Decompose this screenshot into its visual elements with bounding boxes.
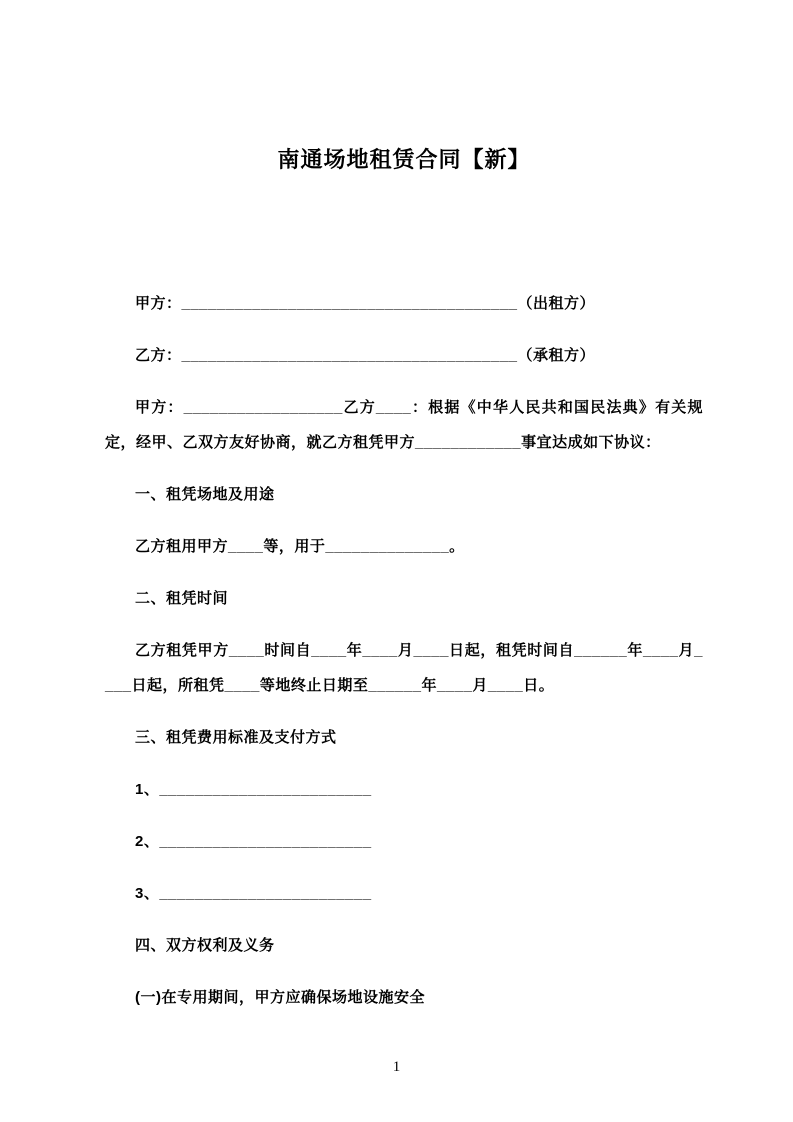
party-a-line: 甲方：______________________________________（出租方） [135, 295, 596, 312]
intro-paragraph: 甲方：__________________乙方____：根据《中华人民共和国民法典》有关规定，经甲、乙双方友好协商，就乙方租凭甲方____________事宜达成如下协议： [105, 399, 703, 451]
fee-item-3: 3、________________________ [135, 885, 372, 902]
section-1-body: 乙方租用甲方____等，用于______________。 [135, 538, 465, 555]
section-3-heading: 三、租凭费用标准及支付方式 [135, 729, 337, 746]
section-2-body: 乙方租凭甲方____时间自____年____月____日起，租凭时间自______年____月____日起，所租凭____等地终止日期至______年____月____日。 [105, 642, 703, 694]
section-1-heading: 一、租凭场地及用途 [135, 486, 275, 503]
document-title: 南通场地租赁合同【新】 [277, 147, 531, 172]
page-number: 1 [392, 1059, 401, 1075]
fee-item-2: 2、________________________ [135, 833, 372, 850]
fee-item-1: 1、________________________ [135, 781, 372, 798]
party-b-line: 乙方：______________________________________（承租方） [135, 347, 596, 364]
section-4-heading: 四、双方权利及义务 [135, 937, 275, 954]
section-4-body: (一)在专用期间，甲方应确保场地设施安全 [135, 989, 425, 1006]
section-2-heading: 二、租凭时间 [135, 590, 229, 607]
